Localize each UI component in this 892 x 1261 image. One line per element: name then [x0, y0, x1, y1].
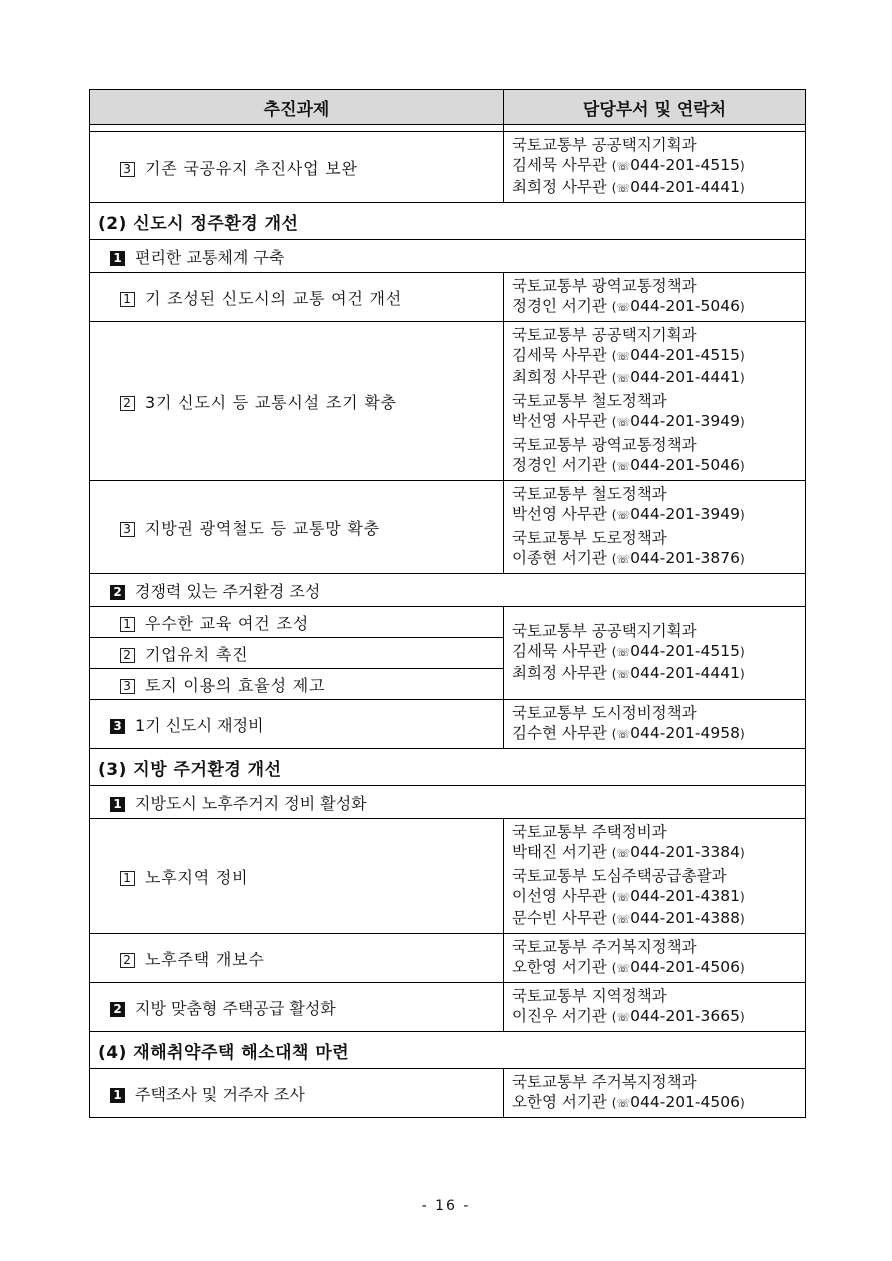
- header-gap-row: [90, 125, 806, 132]
- phone-icon: ☏: [616, 553, 631, 566]
- item-label: 경쟁력 있는 주거환경 조성: [135, 581, 321, 601]
- contact-person: [512, 455, 799, 477]
- task-row: [90, 1069, 806, 1118]
- phone-number: 044-201-4441: [630, 664, 740, 682]
- task-cell: [90, 273, 504, 322]
- contact-block: [512, 324, 799, 390]
- department-name: 국토교통부 도로정책과: [512, 529, 667, 547]
- department-name: 국토교통부 주거복지정책과: [512, 1073, 697, 1091]
- task-row: [90, 700, 806, 749]
- task-number-badge: 2: [120, 396, 135, 411]
- task-cell: [90, 934, 504, 983]
- section-row: [90, 203, 806, 240]
- phone-icon: ☏: [616, 1011, 631, 1024]
- person-name: 김세묵 사무관: [512, 642, 607, 660]
- contact-block: [512, 620, 799, 686]
- phone-icon: ☏: [616, 962, 631, 975]
- item-label: 토지 이용의 효율성 제고: [145, 675, 326, 695]
- contact-block: [512, 985, 799, 1029]
- task-number-badge: 2: [120, 953, 135, 968]
- table-body: [90, 132, 806, 1118]
- phone-paren-close: ): [739, 645, 745, 659]
- phone-paren-close: ): [739, 667, 745, 681]
- phone-paren-close: ): [739, 912, 745, 926]
- person-name: 이선영 사무관: [512, 887, 607, 905]
- category-number-badge: 2: [110, 585, 125, 600]
- department-name: 국토교통부 도시정비정책과: [512, 704, 697, 722]
- phone-icon: ☏: [616, 301, 631, 314]
- contact-person: [512, 1006, 799, 1028]
- task-row: [90, 132, 806, 203]
- phone-paren: (☏: [611, 181, 631, 195]
- contact-cell: [504, 607, 806, 700]
- contact-cell: [504, 934, 806, 983]
- task-row: [90, 983, 806, 1032]
- phone-paren-close: ): [739, 415, 745, 429]
- phone-number: 044-201-4388: [630, 909, 740, 927]
- task-row: [90, 273, 806, 322]
- task-row: [90, 607, 806, 638]
- person-name: 박선영 사무관: [512, 412, 607, 430]
- task-row: [90, 934, 806, 983]
- contact-person: [512, 548, 799, 570]
- phone-icon: ☏: [616, 891, 631, 904]
- task-cell: [90, 607, 504, 638]
- phone-paren: (☏: [611, 1096, 631, 1110]
- task-number-badge: 3: [120, 679, 135, 694]
- phone-number: 044-201-4506: [630, 1093, 740, 1111]
- contact-person: [512, 957, 799, 979]
- task-number-badge: 1: [120, 617, 135, 632]
- person-name: 박선영 사무관: [512, 505, 607, 523]
- category-cell: [90, 574, 806, 607]
- phone-paren-close: ): [739, 1096, 745, 1110]
- phone-paren: (☏: [611, 371, 631, 385]
- phone-icon: ☏: [616, 668, 631, 681]
- phone-paren: (☏: [611, 459, 631, 473]
- phone-paren: (☏: [611, 1010, 631, 1024]
- contact-cell: [504, 322, 806, 481]
- person-name: 최희정 사무관: [512, 178, 607, 196]
- table-header-row: [90, 90, 806, 125]
- phone-paren: (☏: [611, 912, 631, 926]
- department-name: 국토교통부 철도정책과: [512, 485, 667, 503]
- contact-block: [512, 821, 799, 865]
- phone-paren-close: ): [739, 459, 745, 473]
- department-name: 국토교통부 철도정책과: [512, 392, 667, 410]
- contact-person: [512, 345, 799, 367]
- phone-number: 044-201-3949: [630, 505, 740, 523]
- phone-paren-close: ): [739, 890, 745, 904]
- contact-cell: [504, 819, 806, 934]
- contact-block: [512, 275, 799, 319]
- task-row: [90, 481, 806, 574]
- task-cell: [90, 1069, 504, 1118]
- phone-number: 044-201-4381: [630, 887, 740, 905]
- phone-number: 044-201-4506: [630, 958, 740, 976]
- phone-icon: ☏: [616, 1097, 631, 1110]
- phone-number: 044-201-3949: [630, 412, 740, 430]
- phone-number: 044-201-4515: [630, 642, 740, 660]
- section-title: (3) 지방 주거환경 개선: [90, 749, 806, 786]
- phone-paren-close: ): [739, 349, 745, 363]
- person-name: 오한영 서기관: [512, 958, 607, 976]
- department-name: 국토교통부 도심주택공급총괄과: [512, 867, 727, 885]
- task-number-badge: 1: [120, 871, 135, 886]
- contact-person: [512, 1092, 799, 1114]
- contact-person: [512, 367, 799, 389]
- contact-block: [512, 483, 799, 527]
- phone-paren: (☏: [611, 415, 631, 429]
- phone-icon: ☏: [616, 913, 631, 926]
- person-name: 박태진 서기관: [512, 843, 607, 861]
- phone-icon: ☏: [616, 509, 631, 522]
- phone-paren-close: ): [739, 846, 745, 860]
- contact-cell: [504, 132, 806, 203]
- category-number-badge: 1: [110, 251, 125, 266]
- contact-person: [512, 296, 799, 318]
- task-number-badge: 3: [120, 522, 135, 537]
- item-label: 3기 신도시 등 교통시설 조기 확충: [145, 392, 397, 412]
- contact-cell: [504, 983, 806, 1032]
- department-name: 국토교통부 주택정비과: [512, 823, 667, 841]
- phone-number: 044-201-5046: [630, 456, 740, 474]
- contact-cell: [504, 273, 806, 322]
- phone-icon: ☏: [616, 182, 631, 195]
- person-name: 이진우 서기관: [512, 1007, 607, 1025]
- department-name: 국토교통부 지역정책과: [512, 987, 667, 1005]
- phone-paren-close: ): [739, 159, 745, 173]
- phone-number: 044-201-4441: [630, 368, 740, 386]
- contact-block: [512, 134, 799, 200]
- category-number-badge: 3: [110, 719, 125, 734]
- department-name: 국토교통부 주거복지정책과: [512, 938, 697, 956]
- phone-paren: (☏: [611, 961, 631, 975]
- contact-table: [89, 89, 806, 1118]
- department-name: 국토교통부 광역교통정책과: [512, 436, 697, 454]
- section-title: (2) 신도시 정주환경 개선: [90, 203, 806, 240]
- phone-paren-close: ): [739, 508, 745, 522]
- phone-paren: (☏: [611, 552, 631, 566]
- contact-person: [512, 723, 799, 745]
- contact-block: [512, 434, 799, 478]
- task-row: [90, 322, 806, 481]
- phone-icon: ☏: [616, 847, 631, 860]
- phone-number: 044-201-4441: [630, 178, 740, 196]
- phone-number: 044-201-3665: [630, 1007, 740, 1025]
- person-name: 김세묵 사무관: [512, 346, 607, 364]
- contact-person: [512, 177, 799, 199]
- contact-person: [512, 155, 799, 177]
- phone-paren: (☏: [611, 890, 631, 904]
- phone-icon: ☏: [616, 160, 631, 173]
- item-label: 지방도시 노후주거지 정비 활성화: [135, 793, 367, 813]
- item-label: 주택조사 및 거주자 조사: [135, 1084, 305, 1104]
- page-number: - 16 -: [421, 1198, 471, 1214]
- person-name: 정경인 서기관: [512, 456, 607, 474]
- task-number-badge: 2: [120, 648, 135, 663]
- person-name: 김세묵 사무관: [512, 156, 607, 174]
- phone-icon: ☏: [616, 416, 631, 429]
- phone-icon: ☏: [616, 728, 631, 741]
- contact-block: [512, 527, 799, 571]
- phone-paren-close: ): [739, 1010, 745, 1024]
- person-name: 김수현 사무관: [512, 724, 607, 742]
- person-name: 이종현 서기관: [512, 549, 607, 567]
- contact-person: [512, 641, 799, 663]
- task-row: [90, 819, 806, 934]
- phone-paren-close: ): [739, 552, 745, 566]
- phone-paren: (☏: [611, 349, 631, 363]
- contact-person: [512, 411, 799, 433]
- task-cell: [90, 700, 504, 749]
- task-cell: [90, 322, 504, 481]
- header-task: 추진과제: [90, 90, 504, 125]
- phone-paren: (☏: [611, 727, 631, 741]
- section-row: [90, 749, 806, 786]
- item-label: 기 조성된 신도시의 교통 여건 개선: [145, 288, 403, 308]
- contact-block: [512, 390, 799, 434]
- task-cell: [90, 481, 504, 574]
- category-cell: [90, 240, 806, 273]
- phone-paren: (☏: [611, 508, 631, 522]
- person-name: 최희정 사무관: [512, 664, 607, 682]
- phone-number: 044-201-4515: [630, 156, 740, 174]
- phone-icon: ☏: [616, 372, 631, 385]
- contact-cell: [504, 481, 806, 574]
- item-label: 노후주택 개보수: [145, 949, 265, 969]
- phone-paren-close: ): [739, 300, 745, 314]
- contact-cell: [504, 700, 806, 749]
- header-dept: 담당부서 및 연락처: [504, 90, 806, 125]
- item-label: 편리한 교통체계 구축: [135, 247, 285, 267]
- person-name: 오한영 서기관: [512, 1093, 607, 1111]
- phone-paren-close: ): [739, 371, 745, 385]
- phone-number: 044-201-4515: [630, 346, 740, 364]
- category-number-badge: 2: [110, 1002, 125, 1017]
- item-label: 노후지역 정비: [145, 867, 249, 887]
- phone-paren: (☏: [611, 645, 631, 659]
- phone-paren-close: ): [739, 181, 745, 195]
- item-label: 1기 신도시 재정비: [135, 715, 264, 735]
- contact-person: [512, 842, 799, 864]
- task-cell: [90, 819, 504, 934]
- department-name: 국토교통부 공공택지기획과: [512, 622, 697, 640]
- item-label: 우수한 교육 여건 조성: [145, 613, 309, 633]
- item-label: 기존 국공유지 추진사업 보완: [145, 158, 358, 178]
- section-title: (4) 재해취약주택 해소대책 마련: [90, 1032, 806, 1069]
- contact-block: [512, 702, 799, 746]
- task-cell: [90, 983, 504, 1032]
- person-name: 문수빈 사무관: [512, 909, 607, 927]
- category-cell: [90, 786, 806, 819]
- contact-person: [512, 663, 799, 685]
- item-label: 지방 맞춤형 주택공급 활성화: [135, 998, 336, 1018]
- phone-paren: (☏: [611, 159, 631, 173]
- task-cell: [90, 638, 504, 669]
- department-name: 국토교통부 광역교통정책과: [512, 277, 697, 295]
- item-label: 기업유치 촉진: [145, 644, 249, 664]
- item-label: 지방권 광역철도 등 교통망 확충: [145, 518, 380, 538]
- phone-icon: ☏: [616, 460, 631, 473]
- task-number-badge: 1: [120, 292, 135, 307]
- section-row: [90, 1032, 806, 1069]
- task-number-badge: 3: [120, 162, 135, 177]
- contact-person: [512, 886, 799, 908]
- contact-block: [512, 936, 799, 980]
- person-name: 최희정 사무관: [512, 368, 607, 386]
- phone-paren-close: ): [739, 727, 745, 741]
- phone-icon: ☏: [616, 646, 631, 659]
- phone-number: 044-201-5046: [630, 297, 740, 315]
- category-row: [90, 240, 806, 273]
- contact-person: [512, 908, 799, 930]
- category-number-badge: 1: [110, 1088, 125, 1103]
- contact-block: [512, 865, 799, 931]
- phone-paren: (☏: [611, 846, 631, 860]
- contact-block: [512, 1071, 799, 1115]
- phone-number: 044-201-3384: [630, 843, 740, 861]
- department-name: 국토교통부 공공택지기획과: [512, 326, 697, 344]
- phone-number: 044-201-4958: [630, 724, 740, 742]
- category-row: [90, 574, 806, 607]
- contact-cell: [504, 1069, 806, 1118]
- contact-person: [512, 504, 799, 526]
- task-cell: [90, 132, 504, 203]
- category-row: [90, 786, 806, 819]
- phone-paren: (☏: [611, 667, 631, 681]
- phone-icon: ☏: [616, 350, 631, 363]
- task-cell: [90, 669, 504, 700]
- person-name: 정경인 서기관: [512, 297, 607, 315]
- department-name: 국토교통부 공공택지기획과: [512, 136, 697, 154]
- category-number-badge: 1: [110, 797, 125, 812]
- phone-paren-close: ): [739, 961, 745, 975]
- phone-number: 044-201-3876: [630, 549, 740, 567]
- phone-paren: (☏: [611, 300, 631, 314]
